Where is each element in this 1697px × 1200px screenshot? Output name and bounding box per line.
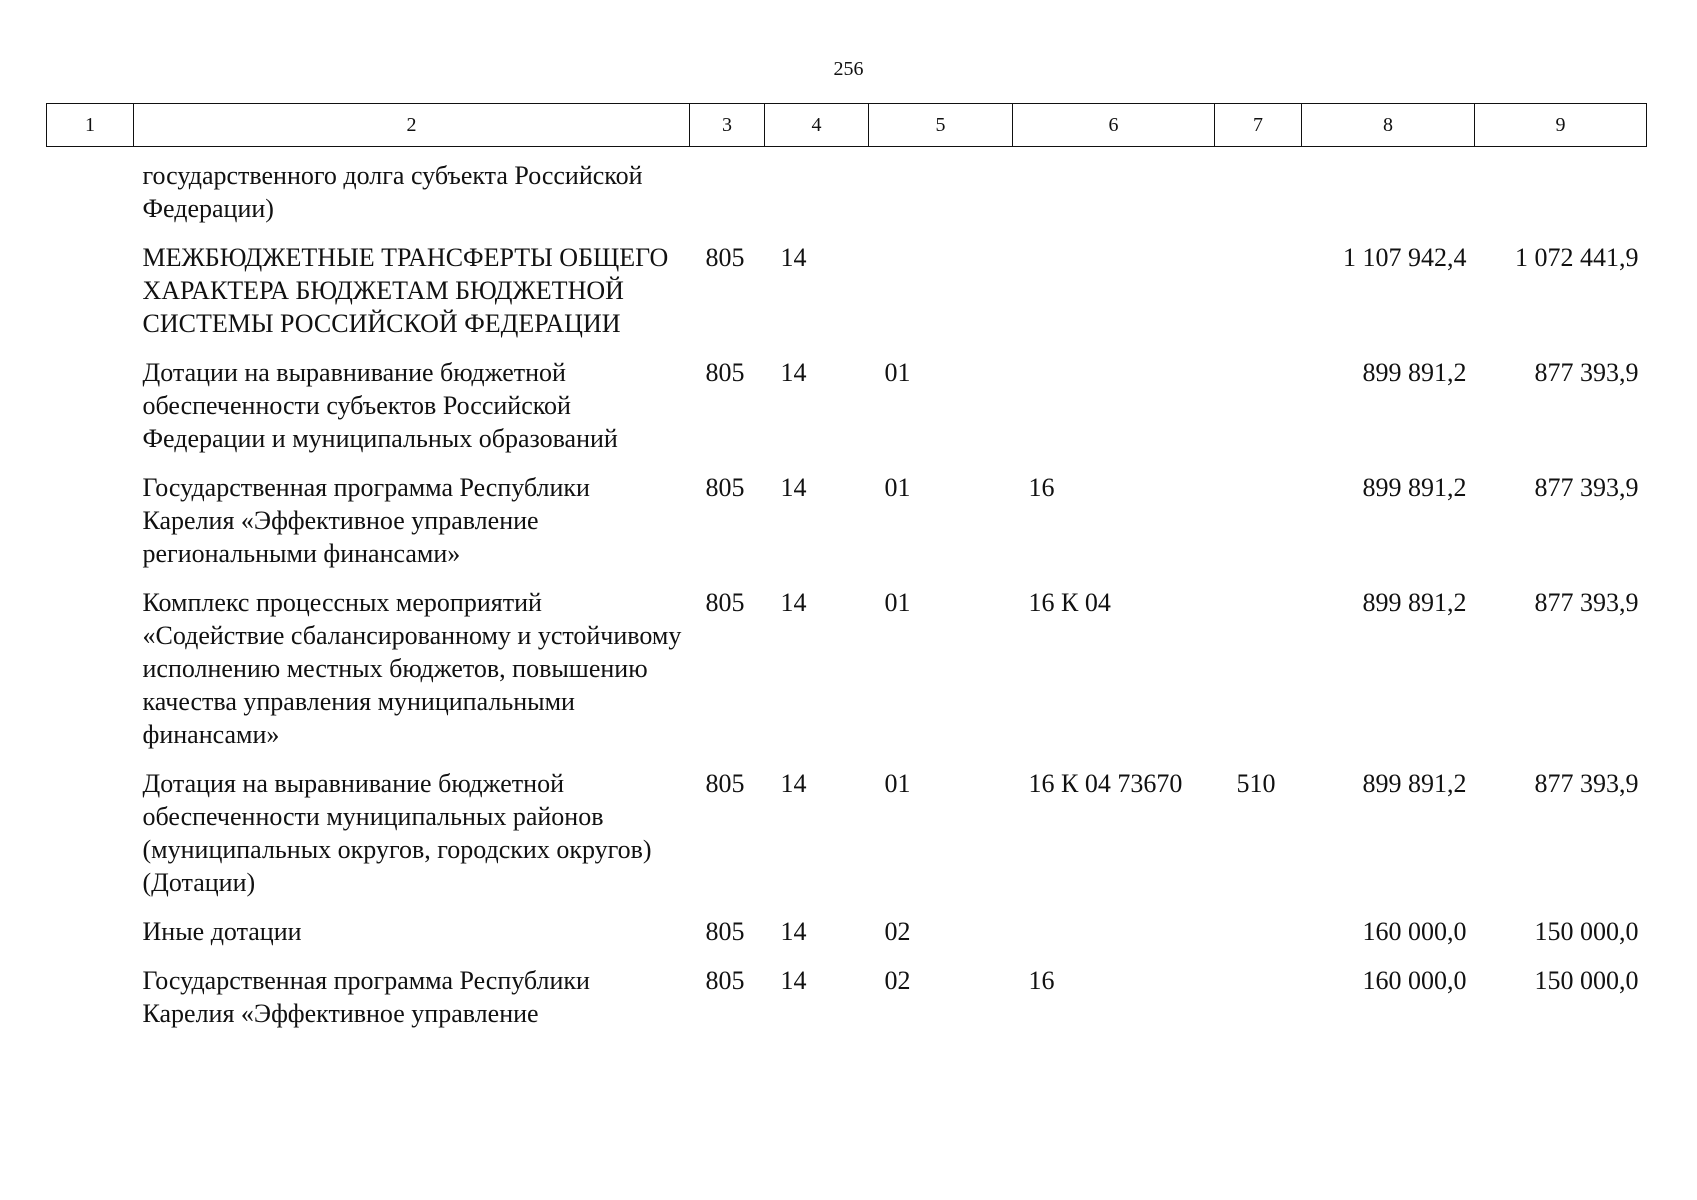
column-header-5: 5 (869, 104, 1013, 147)
cell-col7 (1215, 570, 1302, 751)
column-header-7: 7 (1215, 104, 1302, 147)
cell-col8 (1302, 147, 1475, 226)
cell-name: Дотации на выравнивание бюджетной обеспеченности субъектов Российской Федерации и муниципальных образований (142, 358, 618, 453)
cell-col8: 160 000,0 (1362, 966, 1467, 995)
cell-col7 (1215, 147, 1302, 226)
cell-col6 (1013, 225, 1215, 340)
cell-col4: 14 (780, 917, 807, 946)
column-header-1: 1 (47, 104, 134, 147)
column-header-3: 3 (690, 104, 765, 147)
cell-col7 (1215, 948, 1302, 1030)
table-row (47, 751, 1647, 899)
cell-col3: 805 (705, 473, 745, 502)
cell-col1 (47, 570, 134, 751)
cell-col9: 877 393,9 (1534, 588, 1639, 617)
cell-col8: 1 107 942,4 (1343, 243, 1467, 272)
cell-col9: 877 393,9 (1534, 358, 1639, 387)
table-row (47, 899, 1647, 948)
cell-col5 (869, 225, 1013, 340)
cell-col9: 150 000,0 (1534, 966, 1639, 995)
cell-col8: 899 891,2 (1362, 769, 1467, 798)
cell-col6 (1013, 340, 1215, 455)
cell-col1 (47, 455, 134, 570)
table-row (47, 147, 1647, 226)
cell-col3 (690, 147, 765, 226)
cell-col7 (1215, 899, 1302, 948)
cell-col6 (1013, 899, 1215, 948)
table-header-row (47, 104, 1647, 147)
cell-col5 (869, 147, 1013, 226)
cell-name: Комплекс процессных мероприятий «Содействие сбалансированному и устойчивому исполнению местных бюджетов, повышению качества управления муниципальными финансами» (142, 588, 682, 749)
cell-col4: 14 (780, 588, 807, 617)
cell-name: государственного долга субъекта Российской Федерации) (142, 161, 643, 223)
cell-col4: 14 (780, 473, 807, 502)
cell-name: Дотация на выравнивание бюджетной обеспеченности муниципальных районов (муниципальных округов, городских округов) (Дотации) (142, 769, 652, 897)
cell-col3: 805 (705, 966, 745, 995)
cell-col9: 877 393,9 (1534, 473, 1639, 502)
cell-col7: 510 (1236, 769, 1276, 798)
cell-col6: 16 (1028, 473, 1055, 502)
cell-col8: 899 891,2 (1362, 588, 1467, 617)
cell-col8: 899 891,2 (1362, 473, 1467, 502)
cell-col5: 01 (884, 588, 911, 617)
cell-col4: 14 (780, 243, 807, 272)
cell-col3: 805 (705, 243, 745, 272)
table-row (47, 948, 1647, 1030)
cell-col1 (47, 340, 134, 455)
cell-col1 (47, 751, 134, 899)
cell-col5: 02 (884, 966, 911, 995)
cell-col1 (47, 899, 134, 948)
cell-col3: 805 (705, 917, 745, 946)
cell-col9: 1 072 441,9 (1515, 243, 1639, 272)
cell-col4: 14 (780, 358, 807, 387)
column-header-8: 8 (1302, 104, 1475, 147)
column-header-2: 2 (134, 104, 690, 147)
table-row (47, 570, 1647, 751)
cell-col4 (765, 147, 869, 226)
cell-col9: 150 000,0 (1534, 917, 1639, 946)
table-row (47, 225, 1647, 340)
cell-col3: 805 (705, 588, 745, 617)
cell-col6: 16 (1028, 966, 1055, 995)
cell-col6 (1013, 147, 1215, 226)
cell-col1 (47, 948, 134, 1030)
cell-col7 (1215, 455, 1302, 570)
column-header-9: 9 (1475, 104, 1647, 147)
cell-name: МЕЖБЮДЖЕТНЫЕ ТРАНСФЕРТЫ ОБЩЕГО ХАРАКТЕРА БЮДЖЕТАМ БЮДЖЕТНОЙ СИСТЕМЫ РОССИЙСКОЙ ФЕДЕРАЦИИ (142, 243, 669, 338)
cell-col1 (47, 225, 134, 340)
table-row (47, 455, 1647, 570)
cell-col4: 14 (780, 966, 807, 995)
cell-col7 (1215, 340, 1302, 455)
cell-col5: 01 (884, 473, 911, 502)
cell-col9: 877 393,9 (1534, 769, 1639, 798)
cell-name: Государственная программа Республики Карелия «Эффективное управление региональными финансами» (142, 473, 590, 568)
cell-col3: 805 (705, 358, 745, 387)
column-header-6: 6 (1013, 104, 1215, 147)
cell-name: Иные дотации (142, 917, 302, 946)
cell-col8: 160 000,0 (1362, 917, 1467, 946)
column-header-4: 4 (765, 104, 869, 147)
budget-table (46, 103, 1647, 1030)
cell-col3: 805 (705, 769, 745, 798)
cell-col5: 02 (884, 917, 911, 946)
page-number: 256 (833, 58, 864, 80)
cell-name: Государственная программа Республики Карелия «Эффективное управление (142, 966, 590, 1028)
cell-col1 (47, 147, 134, 226)
cell-col6: 16 К 04 73670 (1028, 769, 1183, 798)
cell-col8: 899 891,2 (1362, 358, 1467, 387)
cell-col6: 16 К 04 (1028, 588, 1111, 617)
cell-col4: 14 (780, 769, 807, 798)
cell-col7 (1215, 225, 1302, 340)
table-row (47, 340, 1647, 455)
cell-col9 (1475, 147, 1647, 226)
cell-col5: 01 (884, 769, 911, 798)
cell-col5: 01 (884, 358, 911, 387)
